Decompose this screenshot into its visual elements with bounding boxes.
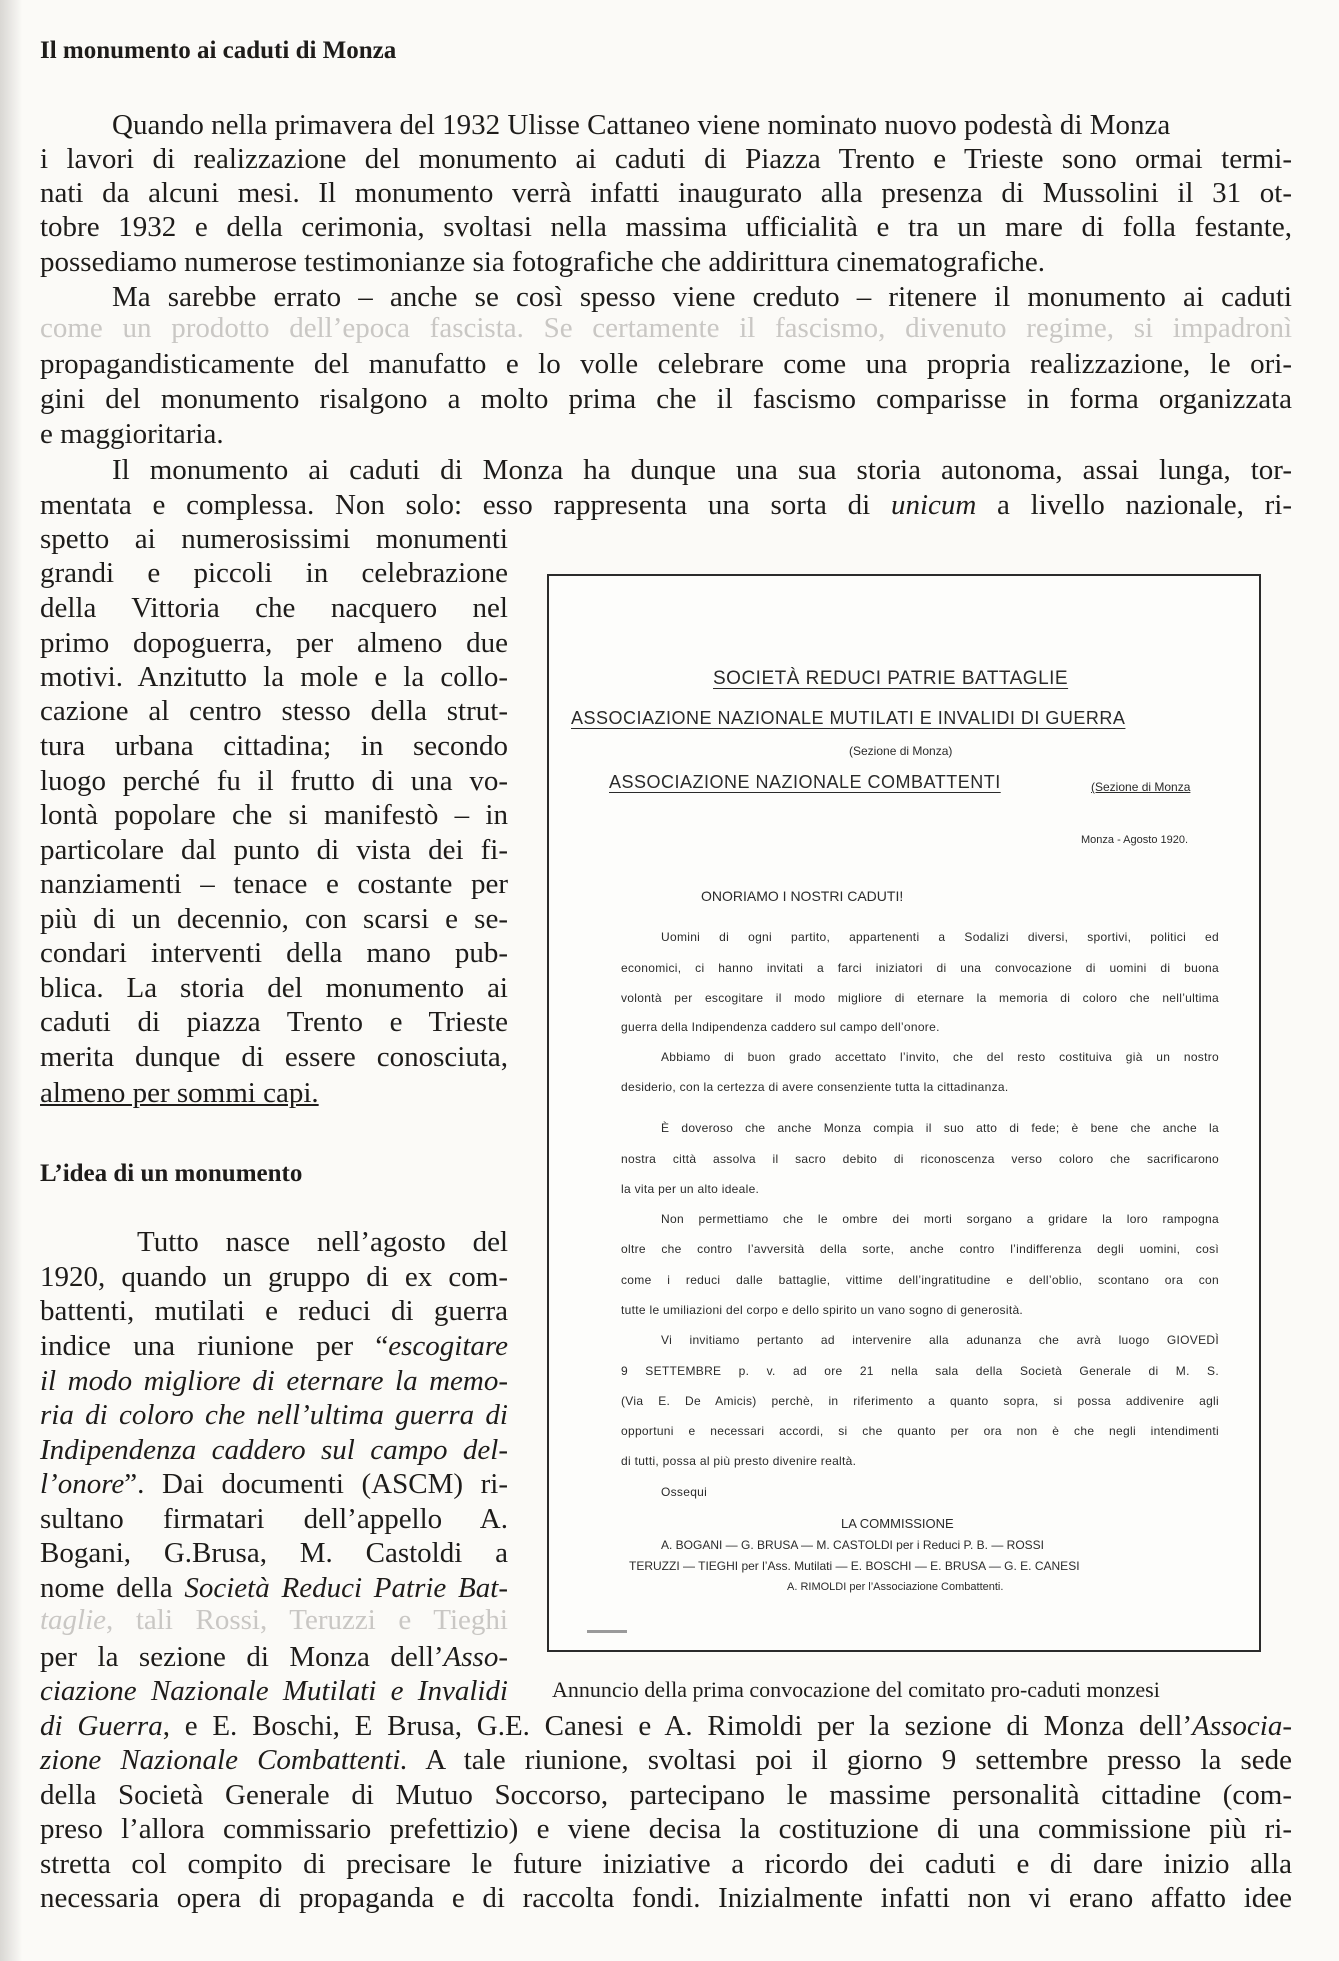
full-line	[40, 1712, 1292, 1741]
intro-line: i lavori di realizzazione del monumento ai caduti di Piazza Trento e Trieste sono ormai termi-	[40, 143, 1292, 175]
doc-date: Monza - Agosto 1920.	[1081, 834, 1189, 846]
section-line-italic	[40, 1367, 508, 1396]
intro-line: nati da alcuni mesi. Il monumento verrà infatti inaugurato alla presenza di Mussolini il 31 ot-	[40, 177, 1292, 209]
doc-signers: A. RIMOLDI per l’Associazione Combattenti.	[787, 1581, 1004, 1593]
unicum-italic: unicum	[890, 489, 977, 521]
doc-body-line: la vita per un alto ideale.	[621, 1182, 760, 1196]
org-italic: zione Nazionale Combattenti.	[40, 1744, 408, 1776]
doc-body-line: opportuni e necessari accordi, si che quanto per ora non è che negli intendimenti	[621, 1424, 1219, 1438]
section-text: nome della	[40, 1572, 185, 1604]
intro-line: possediamo numerose testimonianze sia fotografiche che addirittura cinematografiche.	[40, 246, 1045, 278]
doc-body-line: desiderio, con la certezza di avere consenziente tutta la cittadinanza.	[621, 1080, 1009, 1094]
doc-org-combattenti: ASSOCIAZIONE NAZIONALE COMBATTENTI	[609, 772, 1001, 792]
column-line: primo dopoguerra, per almeno due	[40, 627, 508, 659]
doc-org-combattenti-sub: (Sezione di Monza	[1091, 780, 1191, 794]
column-line: cazione al centro stesso della strut-	[40, 695, 508, 727]
intro-line: Il monumento ai caduti di Monza ha dunque una sua storia autonoma, assai lunga, tor-	[112, 454, 1292, 486]
column-line: merita dunque di essere conosciuta,	[40, 1041, 508, 1073]
column-line: caduti di piazza Trento e Trieste	[40, 1006, 508, 1038]
doc-body-line: volontà per escogitare il modo migliore di eternare la memoria di coloro che nell’ultima	[621, 991, 1219, 1005]
section-heading: L’idea di un monumento	[40, 1160, 303, 1187]
section-text: ”. Dai documenti (ASCM) ri-	[124, 1468, 508, 1500]
doc-signers: A. BOGANI — G. BRUSA — M. CASTOLDI per i Reduci P. B. — ROSSI	[661, 1538, 1044, 1552]
doc-body-line: (Via E. De Amicis) perchè, in riferimento a quanto sopra, si possa addivenire agli	[621, 1394, 1219, 1408]
section-line	[40, 1643, 508, 1672]
quote-italic: Indipendenza caddero sul campo del-	[40, 1434, 508, 1466]
doc-body-line: Uomini di ogni partito, appartenenti a Sodalizi diversi, sportivi, politici ed	[661, 930, 1219, 944]
column-line: grandi e piccoli in celebrazione	[40, 557, 508, 589]
doc-body-line: oltre che contro l’avversità della sorte, anche contro l’indifferenza degli uomini, così	[621, 1242, 1219, 1256]
full-line: preso l’allora commissario prefettizio) e viene decisa la costituzione di una commissione più ri-	[40, 1813, 1292, 1845]
section-line-italic	[40, 1436, 508, 1465]
column-line: luogo perché fu il frutto di una vo-	[40, 765, 508, 797]
doc-body-line: di tutti, possa al più presto divenire realtà.	[621, 1454, 857, 1468]
column-line: nanziamenti – tenace e costante per	[40, 868, 508, 900]
column-line: almeno per sommi capi.	[40, 1077, 319, 1109]
section-line: Tutto nasce nell’agosto del	[137, 1226, 508, 1258]
quote-italic: escogitare	[388, 1330, 508, 1362]
full-text: A tale riunione, svoltasi poi il giorno 9 settembre presso la sede	[407, 1744, 1292, 1776]
section-line-italic	[40, 1401, 508, 1430]
quote-italic: il modo migliore di eternare la memo-	[40, 1365, 508, 1397]
full-line: necessaria opera di propaganda e di raccolta fondi. Inizialmente infatti non vi erano affatto idee	[40, 1882, 1292, 1914]
section-text: , tali Rossi, Teruzzi e Tieghi	[106, 1604, 508, 1636]
org-italic: Società Reduci Patrie Bat-	[184, 1572, 508, 1604]
org-italic: Associa-	[1192, 1710, 1292, 1742]
section-line	[40, 1470, 508, 1499]
section-line: Bogani, G.Brusa, M. Castoldi a	[40, 1537, 508, 1569]
doc-org-mutilati-sub: (Sezione di Monza)	[849, 744, 953, 758]
intro-line-faded: come un prodotto dell’epoca fascista. Se certamente il fascismo, divenuto regime, si impadronì	[40, 312, 1292, 344]
org-italic: di Guerra	[40, 1710, 163, 1742]
doc-body-line: Non permettiamo che le ombre dei morti sorgano a gridare la loro rampogna	[661, 1212, 1219, 1226]
doc-body-line: Abbiamo di buon grado accettato l’invito, che del resto costituiva già un nostro	[661, 1050, 1219, 1064]
org-italic: Asso-	[443, 1641, 508, 1673]
doc-body-line: È doveroso che anche Monza compia il suo atto di fede; è bene che anche la	[661, 1121, 1219, 1135]
quote-italic: ria di coloro che nell’ultima guerra di	[40, 1399, 508, 1431]
org-italic: taglie	[40, 1604, 107, 1636]
printer-mark	[587, 1630, 627, 1633]
intro-text: mentata e complessa. Non solo: esso rappresenta una sorta di	[40, 489, 891, 521]
column-line: condari interventi della mano pub-	[40, 937, 508, 969]
column-line: più di un decennio, con scarsi e se-	[40, 903, 508, 935]
section-line	[40, 1332, 508, 1361]
column-line: lontà popolare che si manifestò – in	[40, 799, 508, 831]
section-text: per la sezione di Monza dell’	[40, 1641, 444, 1673]
doc-heading: ONORIAMO I NOSTRI CADUTI!	[701, 888, 904, 904]
intro-line: Quando nella primavera del 1932 Ulisse Cattaneo viene nominato nuovo podestà di Monza	[112, 109, 1171, 141]
intro-line: e maggioritaria.	[40, 418, 224, 450]
doc-body-line: Vi invitiamo pertanto ad intervenire alla adunanza che avrà luogo GIOVEDÌ	[661, 1333, 1219, 1347]
full-line: della Società Generale di Mutuo Soccorso, partecipano le massime personalità cittadine (com-	[40, 1779, 1292, 1811]
column-line: particolare dal punto di vista dei fi-	[40, 834, 508, 866]
intro-line: propagandisticamente del manufatto e lo volle celebrare come una propria realizzazione, le ori-	[40, 348, 1292, 380]
section-line-italic	[40, 1677, 508, 1706]
intro-line: Ma sarebbe errato – anche se così spesso viene creduto – ritenere il monumento ai caduti	[112, 281, 1292, 313]
doc-body-line: Ossequi	[661, 1485, 708, 1499]
doc-org-reduci: SOCIETÀ REDUCI PATRIE BATTAGLIE	[713, 668, 1069, 689]
section-line: sultano firmatari dell’appello A.	[40, 1503, 508, 1535]
section-line-faded	[40, 1606, 508, 1635]
column-line: della Vittoria che nacquero nel	[40, 592, 508, 624]
org-italic: ciazione Nazionale Mutilati e Invalidi	[40, 1675, 508, 1707]
doc-body-line: guerra della Indipendenza caddero sul campo dell’onore.	[621, 1020, 940, 1034]
intro-line	[40, 491, 1292, 520]
section-line	[40, 1574, 508, 1603]
doc-body-line: nostra città assolva il sacro debito di riconoscenza verso coloro che sacrificarono	[621, 1152, 1219, 1166]
doc-signers: TERUZZI — TIEGHI per l’Ass. Mutilati — E. BOSCHI — E. BRUSA — G. E. CANESI	[629, 1559, 1080, 1573]
doc-body-line: economici, ci hanno invitati a farci iniziatori di una convocazione di uomini di buona	[621, 961, 1219, 975]
column-line: blica. La storia del monumento ai	[40, 972, 508, 1004]
column-line: motivi. Anzitutto la mole e la collo-	[40, 661, 508, 693]
full-line	[40, 1746, 1292, 1775]
doc-commission: LA COMMISSIONE	[841, 1516, 954, 1531]
section-line: battenti, mutilati e reduci di guerra	[40, 1295, 508, 1327]
column-line: tura urbana cittadina; in secondo	[40, 730, 508, 762]
full-text: , e E. Boschi, E Brusa, G.E. Canesi e A. Rimoldi per la sezione di Monza dell’	[162, 1710, 1193, 1742]
doc-body-line: tutte le umiliazioni del corpo e dello spirito un vano sogno di generosità.	[621, 1303, 1024, 1317]
announcement-document	[547, 574, 1261, 1652]
intro-line: tobre 1932 e della cerimonia, svoltasi nella massima ufficialità e tra un mare di folla festante,	[40, 211, 1292, 243]
section-text: indice una riunione per “	[40, 1330, 389, 1362]
figure-caption: Annuncio della prima convocazione del comitato pro-caduti monzesi	[552, 1677, 1160, 1702]
doc-body-line: come i reduci dalle battaglie, vittime dell’ingratitudine e dell’oblio, scontano ora con	[621, 1273, 1219, 1287]
doc-body-line: 9 SETTEMBRE p. v. ad ore 21 nella sala della Società Generale di M. S.	[621, 1364, 1219, 1378]
quote-italic: l’onore	[40, 1468, 125, 1500]
intro-line: gini del monumento risalgono a molto prima che il fascismo comparisse in forma organizzata	[40, 383, 1292, 415]
section-line: 1920, quando un gruppo di ex com-	[40, 1261, 508, 1293]
intro-text: a livello nazionale, ri-	[976, 489, 1293, 521]
doc-org-mutilati: ASSOCIAZIONE NAZIONALE MUTILATI E INVALIDI DI GUERRA	[571, 708, 1126, 728]
full-line: stretta col compito di precisare le future iniziative a ricordo dei caduti e di dare inizio alla	[40, 1848, 1292, 1880]
page-title: Il monumento ai caduti di Monza	[40, 37, 397, 64]
column-line: spetto ai numerosissimi monumenti	[40, 523, 508, 555]
page-gutter-shadow	[0, 0, 22, 1961]
